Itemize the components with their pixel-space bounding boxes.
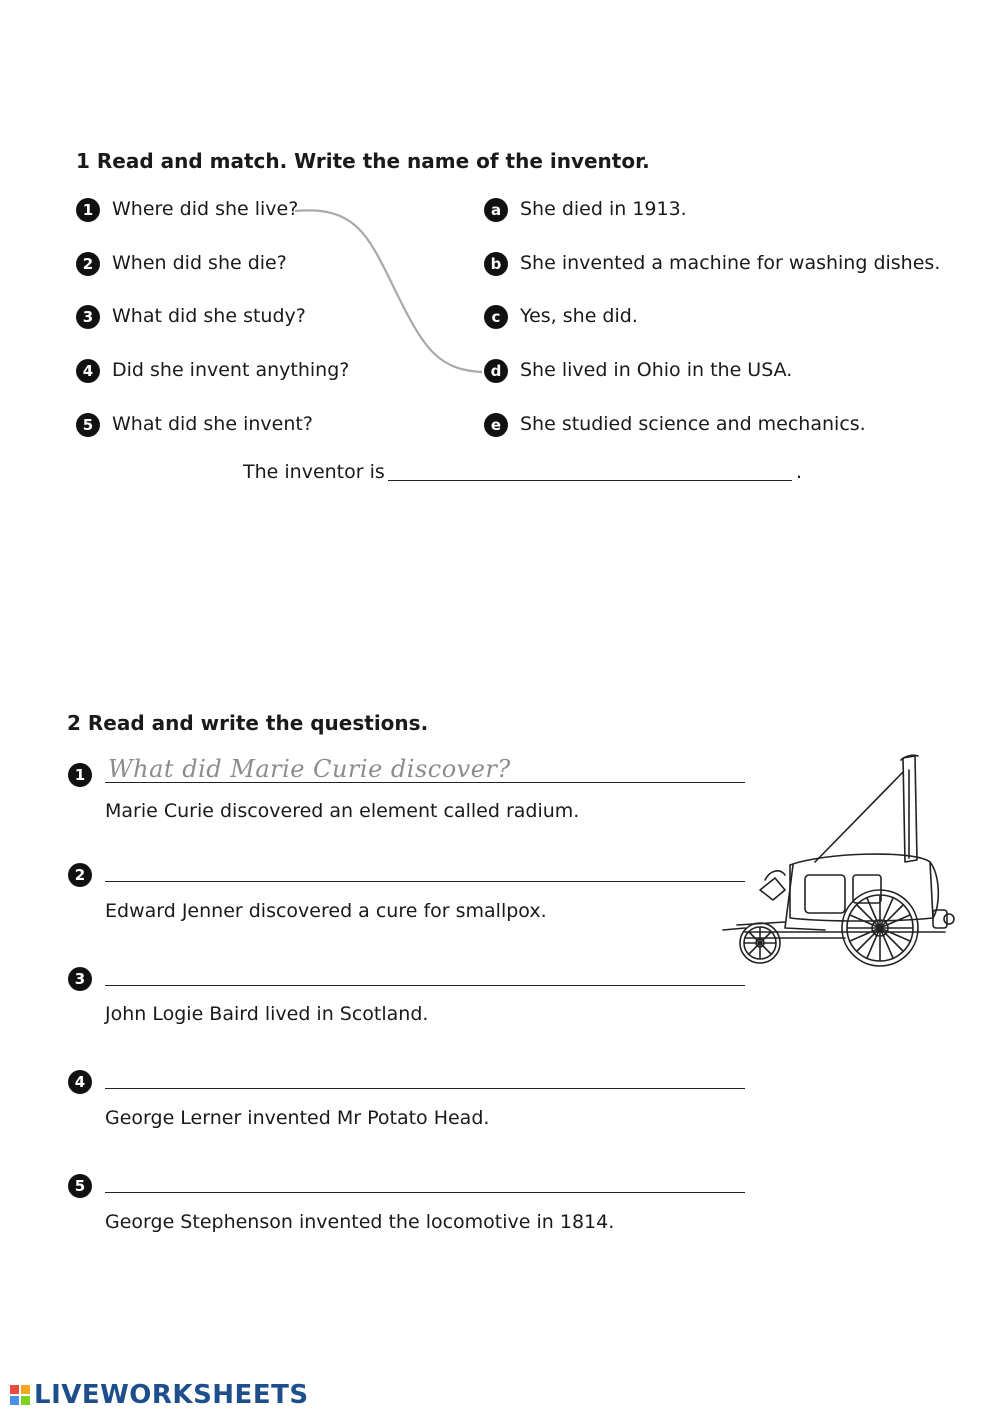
question-4: Did she invent anything? <box>112 359 350 381</box>
answer-line-2[interactable] <box>105 881 745 882</box>
liveworksheets-watermark <box>10 1380 309 1410</box>
answer-example-1: What did Marie Curie discover? <box>108 755 511 783</box>
answer-letter-a: a <box>484 198 508 222</box>
sentence-3: John Logie Baird lived in Scotland. <box>105 1003 429 1025</box>
item-number-1: 1 <box>68 763 92 787</box>
sentence-4: George Lerner invented Mr Potato Head. <box>105 1107 490 1129</box>
answer-letter-e: e <box>484 413 508 437</box>
exercise2-heading: 2 Read and write the questions. <box>67 711 429 735</box>
inventor-label: The inventor is <box>243 461 385 483</box>
question-number-1: 1 <box>76 198 100 222</box>
inventor-period: . <box>796 461 803 483</box>
answer-letter-c: c <box>484 305 508 329</box>
answer-line-3[interactable] <box>105 985 745 986</box>
question-2: When did she die? <box>112 252 287 274</box>
item-number-5: 5 <box>68 1174 92 1198</box>
answer-c: Yes, she did. <box>520 305 638 327</box>
answer-d: She lived in Ohio in the USA. <box>520 359 793 381</box>
question-number-2: 2 <box>76 252 100 276</box>
question-1: Where did she live? <box>112 198 299 220</box>
answer-b: She invented a machine for washing dishes. <box>520 252 941 274</box>
answer-letter-d: d <box>484 359 508 383</box>
answer-a: She died in 1913. <box>520 198 687 220</box>
sentence-2: Edward Jenner discovered a cure for smallpox. <box>105 900 547 922</box>
item-number-4: 4 <box>68 1070 92 1094</box>
question-number-3: 3 <box>76 305 100 329</box>
brand-name: LIVEWORKSHEETS <box>34 1380 309 1410</box>
question-3: What did she study? <box>112 305 306 327</box>
question-number-4: 4 <box>76 359 100 383</box>
match-connector <box>0 0 1000 500</box>
answer-line-1[interactable] <box>105 782 745 783</box>
item-number-3: 3 <box>68 967 92 991</box>
answer-line-5[interactable] <box>105 1192 745 1193</box>
answer-line-4[interactable] <box>105 1088 745 1089</box>
question-5: What did she invent? <box>112 413 313 435</box>
sentence-5: George Stephenson invented the locomotive in 1814. <box>105 1211 615 1233</box>
answer-letter-b: b <box>484 252 508 276</box>
inventor-answer-line[interactable] <box>388 480 792 481</box>
sentence-1: Marie Curie discovered an element called radium. <box>105 800 580 822</box>
locomotive-illustration <box>715 750 955 975</box>
answer-e: She studied science and mechanics. <box>520 413 866 435</box>
exercise1-heading: 1 Read and match. Write the name of the inventor. <box>76 149 650 173</box>
question-number-5: 5 <box>76 413 100 437</box>
liveworksheets-logo-icon <box>10 1385 30 1405</box>
item-number-2: 2 <box>68 863 92 887</box>
